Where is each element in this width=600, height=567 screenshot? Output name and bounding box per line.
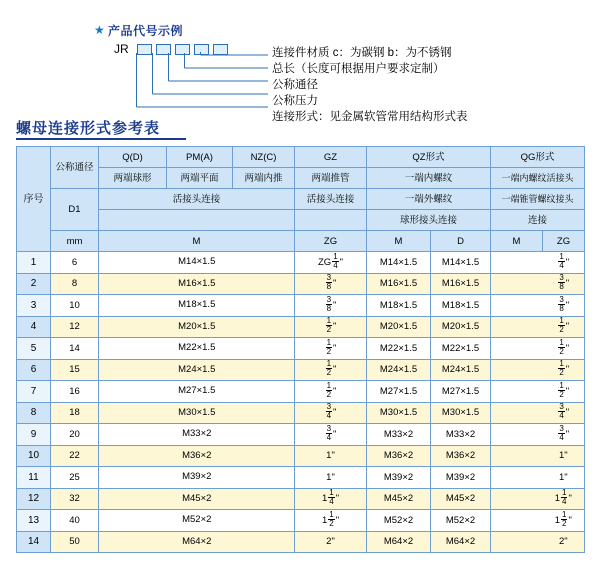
legend-labels (272, 47, 468, 127)
cell-gz-zg: 1 $\frac{1}{4}$ " (295, 488, 367, 510)
cell-qd-m: M52×2 (99, 510, 167, 532)
cell-qg-zg: $\frac{1}{4}$ " (543, 252, 585, 274)
cell-qg-m (491, 359, 543, 381)
cell-gz-zg: $\frac{3}{8}$ " (295, 273, 367, 295)
cell-index: 11 (17, 467, 51, 489)
cell-gz-zg: $\frac{3}{4}$ " (295, 402, 367, 424)
cell-index: 8 (17, 402, 51, 424)
table-header-row (17, 147, 585, 168)
cell-dn: 15 (51, 359, 99, 381)
cell-qg-zg: $\frac{1}{2}$ " (543, 338, 585, 360)
table-row (17, 273, 585, 295)
cell-dn: 16 (51, 381, 99, 403)
cell-qd-m: M27×1.5 (99, 381, 167, 403)
cell-gz-zg: $\frac{1}{2}$ " (295, 338, 367, 360)
table-row (17, 488, 585, 510)
cell-qg-m (491, 402, 543, 424)
product-code-legend (0, 0, 600, 123)
cell-gz-zg: $\frac{3}{8}$ " (295, 295, 367, 317)
legend-label-connection-type: 连接形式：见金属软管常用结构形式表 (272, 111, 468, 123)
table-row (17, 445, 585, 467)
page-title: 螺母连接形式参考表 (16, 120, 161, 137)
cell-index: 1 (17, 252, 51, 274)
cell-qg-zg: $\frac{1}{2}$ " (543, 381, 585, 403)
cell-qz-d: M64×2 (431, 531, 491, 553)
cell-qg-m (491, 531, 543, 553)
th-m-1: M (99, 231, 295, 252)
cell-qd-m: M16×1.5 (99, 273, 167, 295)
legend-label-nominal-pressure: 公称压力 (272, 95, 318, 107)
cell-qg-zg: 1" (543, 467, 585, 489)
cell-qg-zg: $\frac{3}{8}$ " (543, 295, 585, 317)
th-blank-1 (99, 210, 295, 231)
cell-gz-zg: $\frac{1}{2}$ " (295, 359, 367, 381)
table-row (17, 295, 585, 317)
cell-index: 10 (17, 445, 51, 467)
cell-qz-m: M16×1.5 (367, 273, 431, 295)
cell-qz-d: M45×2 (431, 488, 491, 510)
th-group-qz: QZ形式 (367, 147, 491, 168)
legend-label-material: 连接件材质 c：为碳钢 b：为不锈钢 (272, 47, 452, 59)
cell-qz-d: M16×1.5 (431, 273, 491, 295)
cell-dn: 10 (51, 295, 99, 317)
table-header-row (17, 231, 585, 252)
th-blank-2 (295, 210, 367, 231)
cell-qd-m: M20×1.5 (99, 316, 167, 338)
cell-qz-m: M45×2 (367, 488, 431, 510)
cell-qd-m: M45×2 (99, 488, 167, 510)
cell-qz-m: M36×2 (367, 445, 431, 467)
cell-qd-m: M36×2 (99, 445, 167, 467)
cell-qg-zg: $\frac{3}{8}$ " (543, 273, 585, 295)
cell-qz-m: M30×1.5 (367, 402, 431, 424)
cell-qz-d: M24×1.5 (431, 359, 491, 381)
th-mm: mm (51, 231, 99, 252)
table-head (17, 147, 585, 252)
cell-qz-d: M39×2 (431, 467, 491, 489)
table-row (17, 252, 585, 274)
cell-qg-zg: 2" (543, 531, 585, 553)
cell-qg-m (491, 445, 543, 467)
cell-dn: 22 (51, 445, 99, 467)
cell-gz-zg: $\frac{1}{2}$ " (295, 381, 367, 403)
cell-gz-zg: $\frac{3}{4}$ " (295, 424, 367, 446)
cell-qg-zg: $\frac{1}{2}$ " (543, 316, 585, 338)
cell-qz-d: M30×1.5 (431, 402, 491, 424)
cell-gz-zg: 1 $\frac{1}{2}$ " (295, 510, 367, 532)
cell-qz-m: M18×1.5 (367, 295, 431, 317)
table-row (17, 531, 585, 553)
table-header-row (17, 168, 585, 189)
th-gz-desc: 两端推管 (295, 168, 367, 189)
cell-dn: 18 (51, 402, 99, 424)
cell-qd-m: M22×1.5 (99, 338, 167, 360)
th-zg-2: ZG (543, 231, 585, 252)
cell-dn: 14 (51, 338, 99, 360)
th-index-label: 序号 (23, 193, 44, 205)
cell-qg-m (491, 273, 543, 295)
cell-qz-m: M27×1.5 (367, 381, 431, 403)
cell-index: 4 (17, 316, 51, 338)
th-d-1: D (431, 231, 491, 252)
table-header-row (17, 210, 585, 231)
legend-label-length: 总长（长度可根据用户要求定制） (272, 63, 445, 75)
cell-qg-m (491, 316, 543, 338)
cell-qz-d: M22×1.5 (431, 338, 491, 360)
cell-qz-m: M64×2 (367, 531, 431, 553)
cell-gz-zg: $\frac{1}{2}$ " (295, 316, 367, 338)
cell-qg-m (491, 424, 543, 446)
cell-qg-zg: 1 $\frac{1}{4}$ " (543, 488, 585, 510)
cell-qd-m: M14×1.5 (99, 252, 167, 274)
table-row (17, 402, 585, 424)
th-union-connection: 活接头连接 (99, 189, 295, 210)
cell-qg-zg: $\frac{3}{4}$ " (543, 424, 585, 446)
legend-label-nominal-diameter: 公称通径 (272, 79, 318, 91)
cell-qg-m (491, 381, 543, 403)
table-row (17, 316, 585, 338)
th-qz-desc: 一端内螺纹 (367, 168, 491, 189)
cell-qd-m: M39×2 (99, 467, 167, 489)
cell-index: 6 (17, 359, 51, 381)
th-qd-desc: 两端球形 (99, 168, 167, 189)
th-group-pma: PM(A) (167, 147, 233, 168)
cell-qg-zg: 1 $\frac{1}{2}$ " (543, 510, 585, 532)
th-index (17, 147, 51, 252)
cell-index: 12 (17, 488, 51, 510)
cell-qz-m: M39×2 (367, 467, 431, 489)
cell-qg-m (491, 295, 543, 317)
th-zg-1: ZG (295, 231, 367, 252)
th-pma-desc: 两端平面 (167, 168, 233, 189)
nut-connection-table-wrap (16, 146, 584, 553)
th-group-gz: GZ (295, 147, 367, 168)
table-header-row (17, 189, 585, 210)
th-connect: 连接 (491, 210, 585, 231)
cell-qg-m (491, 510, 543, 532)
cell-index: 3 (17, 295, 51, 317)
cell-dn: 40 (51, 510, 99, 532)
cell-dn: 32 (51, 488, 99, 510)
legend-title: 产品代号示例 (108, 24, 184, 38)
cell-qd-m: M64×2 (99, 531, 167, 553)
th-ball-joint: 球形接头连接 (367, 210, 491, 231)
cell-qz-m: M52×2 (367, 510, 431, 532)
th-external-thread: 一端外螺纹 (367, 189, 491, 210)
cell-qg-zg: $\frac{1}{2}$ " (543, 359, 585, 381)
star-icon: ★ (94, 23, 105, 37)
cell-qz-m: M22×1.5 (367, 338, 431, 360)
cell-dn: 20 (51, 424, 99, 446)
cell-qg-m (491, 338, 543, 360)
table-row (17, 510, 585, 532)
cell-index: 7 (17, 381, 51, 403)
cell-qz-d: M14×1.5 (431, 252, 491, 274)
cell-index: 9 (17, 424, 51, 446)
cell-qz-m: M33×2 (367, 424, 431, 446)
cell-qg-m (491, 467, 543, 489)
cell-qz-d: M36×2 (431, 445, 491, 467)
th-dn: 公称通径 (51, 147, 99, 189)
cell-qg-zg: $\frac{3}{4}$ " (543, 402, 585, 424)
th-m-2: M (367, 231, 431, 252)
cell-qz-m: M20×1.5 (367, 316, 431, 338)
table-row (17, 359, 585, 381)
th-group-nzc: NZ(C) (233, 147, 295, 168)
cell-qd-m: M24×1.5 (99, 359, 167, 381)
cell-qd-m: M33×2 (99, 424, 167, 446)
cell-gz-zg: 2" (295, 531, 367, 553)
th-group-qg: QG形式 (491, 147, 585, 168)
cell-dn: 50 (51, 531, 99, 553)
table-row (17, 424, 585, 446)
cell-qz-d: M33×2 (431, 424, 491, 446)
cell-dn: 6 (51, 252, 99, 274)
cell-dn: 8 (51, 273, 99, 295)
cell-dn: 12 (51, 316, 99, 338)
cell-qd-m: M30×1.5 (99, 402, 167, 424)
th-m-3: M (491, 231, 543, 252)
title-underline (16, 138, 186, 140)
th-group-qd: Q(D) (99, 147, 167, 168)
cell-qg-m (491, 488, 543, 510)
th-qg-desc: 一端内螺纹活接头 (491, 168, 585, 189)
table-row (17, 381, 585, 403)
cell-qz-m: M24×1.5 (367, 359, 431, 381)
cell-qz-d: M27×1.5 (431, 381, 491, 403)
cell-qz-d: M18×1.5 (431, 295, 491, 317)
cell-index: 5 (17, 338, 51, 360)
cell-qz-d: M52×2 (431, 510, 491, 532)
th-taper-thread: 一端锥管螺纹接头 (491, 189, 585, 210)
cell-gz-zg: 1" (295, 467, 367, 489)
cell-index: 2 (17, 273, 51, 295)
cell-index: 14 (17, 531, 51, 553)
cell-index: 13 (17, 510, 51, 532)
table-row (17, 338, 585, 360)
cell-qg-zg: 1" (543, 445, 585, 467)
cell-dn: 25 (51, 467, 99, 489)
nut-connection-table (16, 146, 585, 553)
th-nzc-desc: 两端内推 (233, 168, 295, 189)
cell-qz-d: M20×1.5 (431, 316, 491, 338)
cell-qg-m (491, 252, 543, 274)
code-prefix: JR (114, 42, 129, 56)
table-row (17, 467, 585, 489)
cell-qz-m: M14×1.5 (367, 252, 431, 274)
cell-gz-zg: 1" (295, 445, 367, 467)
th-union-connection-2: 活接头连接 (295, 189, 367, 210)
cell-gz-zg: ZG $\frac{1}{4}$ " (295, 252, 367, 274)
cell-qd-m: M18×1.5 (99, 295, 167, 317)
th-d1: D1 (51, 189, 99, 231)
table-body (17, 252, 585, 553)
